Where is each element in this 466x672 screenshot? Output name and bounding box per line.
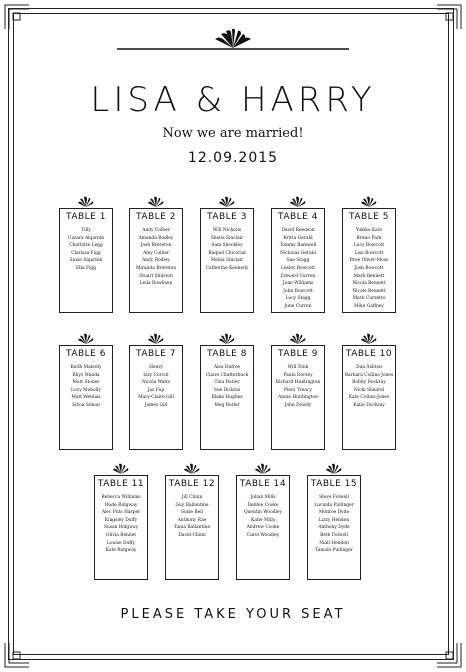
guest-name: Dan Ashton — [356, 365, 382, 370]
guest-name: Leila Rowlison — [139, 281, 173, 287]
guest-name: Alec Puts Harper — [101, 510, 141, 516]
guest-name: Nicki Shearel — [353, 387, 385, 393]
table-card — [56, 333, 116, 450]
table-card — [56, 196, 116, 313]
table-card — [197, 196, 257, 313]
table-box — [59, 208, 113, 313]
table-name: TABLE 9 — [278, 349, 318, 359]
table-name: TABLE 4 — [278, 212, 318, 222]
table-card — [233, 463, 293, 580]
guest-name: Kate Ridgway — [105, 548, 137, 554]
guest-name: Bree Oliver-Moss — [349, 258, 389, 264]
fan-icon — [233, 463, 293, 475]
guest-name: Alex Dufree — [213, 365, 241, 370]
guest-name: David Reedson — [281, 228, 315, 233]
guest-name: Guy Ballantine — [175, 502, 209, 508]
guest-name: Ella Figg — [75, 265, 97, 271]
guest-list — [130, 364, 182, 410]
fan-icon — [91, 463, 151, 475]
guest-name: Blake Hughes — [211, 395, 243, 401]
corner-ornament-bottom-right — [436, 642, 462, 668]
guest-name: Catherine Kennedy — [205, 265, 249, 271]
guest-name: Lucy Bowcott — [353, 243, 385, 249]
guest-name: John Bowcott — [283, 288, 313, 294]
subtitle: Now we are married! — [162, 126, 304, 141]
guest-name: Tommy Bamwell — [279, 243, 317, 249]
guest-name: Claire Chatterbuck — [205, 372, 249, 378]
guest-name: Britta Gerald — [283, 235, 313, 241]
guest-list — [60, 227, 112, 273]
table-box — [59, 345, 113, 450]
table-box — [342, 345, 396, 450]
table-name: TABLE 11 — [97, 479, 145, 489]
guest-name: Susan Ridgway — [103, 525, 139, 531]
guest-name: John Dowdy — [284, 402, 312, 408]
guest-name: Julian Mills — [250, 495, 276, 500]
table-card — [126, 196, 186, 313]
table-box — [236, 475, 290, 580]
table-box — [165, 475, 219, 580]
guest-name: Matt Wenbas — [71, 395, 101, 401]
table-card — [268, 333, 328, 450]
table-box — [129, 345, 183, 450]
guest-name: Kingsley Duffy — [104, 517, 138, 523]
guest-name: Jaz Fuji — [147, 387, 165, 393]
table-name: TABLE 3 — [207, 212, 247, 222]
guest-name: Meilia Sinclair — [210, 258, 244, 264]
guest-name: Josh Bowcott — [354, 265, 384, 271]
guest-name: Sue Dickins — [213, 387, 241, 393]
guest-name: Raquel Chicorad — [208, 250, 246, 256]
guest-name: Nicola Watts — [141, 380, 171, 386]
fan-icon — [162, 463, 222, 475]
guest-name: Mark Curzetto — [352, 296, 386, 302]
guest-list — [237, 494, 289, 540]
table-name: TABLE 10 — [345, 349, 393, 359]
guest-name: Suzie Alqarnib — [69, 258, 103, 264]
guest-name: Lucinda Pullinger — [314, 502, 354, 508]
guest-name: Nicola Bennett — [352, 281, 386, 287]
guest-name: David Chinn — [178, 532, 206, 538]
corner-ornament-top-right — [436, 4, 462, 30]
guest-name: James Gill — [144, 402, 168, 408]
guest-name: Barbara Collins-Jones — [344, 372, 394, 378]
guest-name: Nicole Bennett — [352, 288, 386, 294]
guest-name: Tilly — [81, 228, 91, 233]
table-name: TABLE 2 — [136, 212, 176, 222]
table-name: TABLE 14 — [239, 479, 287, 489]
guest-name: Tina Butler — [214, 380, 240, 386]
guest-name: Carol Woodley — [246, 532, 280, 538]
table-card — [339, 333, 399, 450]
table-card — [91, 463, 151, 580]
fan-icon — [304, 463, 364, 475]
table-card — [197, 333, 257, 450]
wedding-date: 12.09.2015 — [187, 150, 279, 166]
guest-name: Andrew Cooke — [246, 525, 280, 531]
table-box — [271, 208, 325, 313]
guest-name: Niall Hendon — [319, 540, 349, 546]
table-box — [307, 475, 361, 580]
table-name: TABLE 7 — [136, 349, 176, 359]
guest-name: Josh Brereton — [140, 243, 172, 249]
guest-name: Silvia Simon — [72, 402, 100, 408]
guest-name: Edward Curren — [280, 273, 316, 279]
guest-name: Kate Collins-Jones — [348, 395, 390, 401]
guest-name: Amanda Bodley — [138, 235, 174, 241]
fan-icon — [197, 196, 257, 208]
guest-name: Tamsin Pullinger — [315, 548, 353, 554]
guest-name: Wade Ridgway — [104, 502, 138, 508]
guest-list — [60, 364, 112, 410]
table-card — [339, 196, 399, 313]
guest-name: Bobby Dockray — [352, 380, 386, 386]
fan-ornament-icon — [117, 28, 349, 54]
guest-name: Lisa Bowcott — [354, 250, 384, 256]
table-card — [304, 463, 364, 580]
table-name: TABLE 8 — [207, 349, 247, 359]
table-box — [129, 208, 183, 313]
guest-name: Miranda Brereton — [135, 265, 177, 271]
guest-name: Sam Shockley — [211, 243, 243, 249]
guest-name: Sheila Sinclair — [210, 235, 244, 241]
guest-name: Tania Ballantine — [173, 525, 211, 531]
guest-name: Keith Mabolly — [70, 365, 102, 370]
guest-name: Lucy Stagg — [285, 296, 311, 302]
corner-ornament-bottom-left — [4, 642, 30, 668]
guest-name: Mary-Claire Gill — [138, 395, 174, 401]
guest-list — [201, 227, 253, 273]
guest-name: Izzy Corcut — [143, 372, 169, 378]
fan-icon — [268, 196, 328, 208]
corner-ornament-top-left — [4, 4, 30, 30]
guest-list — [272, 227, 324, 311]
guest-list — [95, 494, 147, 555]
fan-icon — [268, 333, 328, 345]
guest-name: Richard Huntington — [275, 380, 321, 386]
fan-icon — [56, 333, 116, 345]
fan-icon — [56, 196, 116, 208]
guest-name: Sue Stagg — [286, 258, 310, 264]
fan-icon — [197, 333, 257, 345]
guest-name: Steve Folwell — [319, 495, 349, 500]
guest-list — [343, 227, 395, 311]
guest-name: Olivia Bennet — [105, 532, 137, 538]
guest-name: Quentin Woodley — [243, 510, 283, 516]
guest-name: Andy Collier — [142, 228, 170, 233]
guest-name: Uzzara Alqarnib — [67, 235, 105, 241]
guest-list — [201, 364, 253, 410]
fan-icon — [339, 333, 399, 345]
guest-name: Jill Chinn — [181, 495, 203, 500]
couple-title: LISA & HARRY — [90, 80, 376, 120]
guest-list — [130, 227, 182, 288]
guest-name: Katie Mills — [250, 517, 276, 523]
guest-list — [272, 364, 324, 410]
table-box — [200, 345, 254, 450]
footer-message: PLEASE TAKE YOUR SEAT — [120, 607, 346, 622]
guest-name: Rhys Wanda — [72, 372, 100, 378]
guest-name: Bruno Park — [356, 235, 382, 241]
guest-name: Monroe Dyde — [318, 510, 350, 516]
guest-name: Will Tonk — [287, 365, 309, 370]
guest-name: Susie Bell — [180, 510, 204, 516]
guest-name: Lucy Mabolly — [71, 387, 101, 393]
guest-name: Lizzy Hendon — [318, 517, 350, 523]
guest-name: Annie Huntington — [278, 395, 318, 401]
guest-list — [308, 494, 360, 555]
table-name: TABLE 12 — [168, 479, 216, 489]
table-card — [162, 463, 222, 580]
table-box — [94, 475, 148, 580]
fan-icon — [126, 196, 186, 208]
table-name: TABLE 6 — [66, 349, 106, 359]
guest-name: Andy Bodley — [142, 258, 170, 264]
guest-name: June Williams — [282, 281, 314, 287]
guest-name: Stuart Shilston — [139, 273, 173, 279]
guest-name: Mike Gaffney — [354, 303, 384, 309]
guest-name: Paula Dorsey — [283, 372, 313, 378]
guest-name: Katie Dockray — [353, 402, 385, 408]
table-box — [200, 208, 254, 313]
guest-name: Matt Stones — [72, 380, 100, 386]
guest-name: Henry — [149, 365, 163, 370]
guest-name: Debbie Cooke — [247, 502, 279, 508]
fan-icon — [339, 196, 399, 208]
guest-name: Louise Duffy — [107, 540, 135, 546]
guest-name: Anthony Rae — [177, 517, 207, 523]
guest-name: Charlotte Legg — [69, 243, 103, 249]
table-name: TABLE 1 — [66, 212, 106, 222]
table-name: TABLE 15 — [310, 479, 358, 489]
guest-name: Lesley Bowcott — [281, 265, 315, 271]
table-box — [342, 208, 396, 313]
table-card — [126, 333, 186, 450]
guest-name: June Curren — [284, 303, 312, 309]
fan-icon — [126, 333, 186, 345]
table-name: TABLE 5 — [349, 212, 389, 222]
guest-name: Anthony Dyde — [318, 525, 350, 531]
guest-name: Nicholas Gerald — [280, 250, 316, 256]
guest-name: Will Nicholls — [212, 228, 242, 233]
guest-name: Mark Bennett — [353, 273, 385, 279]
guest-name: Rebecca Williams — [101, 495, 141, 500]
guest-name: Amy Collier — [142, 250, 170, 256]
guest-name: Yukiko Kato — [355, 228, 383, 233]
guest-name: Piers Treacy — [284, 387, 312, 393]
guest-name: Clarissa Figg — [71, 250, 101, 256]
table-card — [268, 196, 328, 313]
guest-name: Meg Butler — [214, 402, 240, 408]
guest-list — [166, 494, 218, 540]
table-box — [271, 345, 325, 450]
guest-list — [343, 364, 395, 410]
guest-name: Beth Folwell — [320, 532, 348, 538]
